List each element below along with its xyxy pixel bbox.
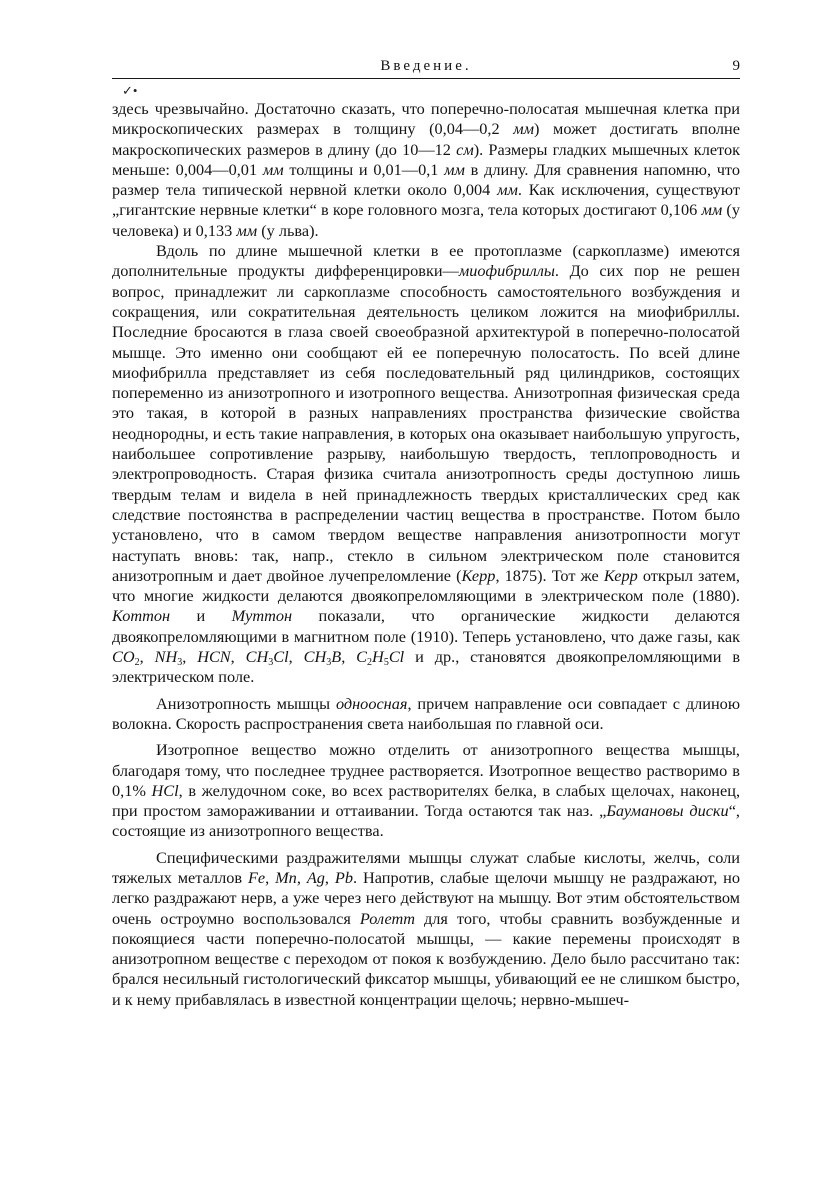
pencil-marks: ✓• [122, 83, 138, 98]
text-run: Специфическими раздражителями мышцы служат слабые кислоты, желчь, соли тяжелых металлов [112, 847, 740, 887]
subscript: 2 [367, 657, 373, 669]
italic-term: HCl [151, 780, 179, 800]
italic-term: Керр [461, 565, 496, 585]
italic-term: мм [497, 180, 518, 200]
book-page [112, 56, 740, 1010]
italic-term: C [356, 647, 368, 667]
italic-term: мм [262, 159, 284, 179]
text-run: (у человека) и 0,133 [112, 200, 740, 240]
running-header [112, 56, 740, 78]
italic-term: H [372, 647, 384, 667]
italic-term: CH [303, 647, 327, 667]
text-run: , [139, 647, 155, 667]
subscript: 5 [383, 657, 389, 669]
header-rule [112, 78, 740, 79]
italic-term: мм [236, 220, 258, 240]
text-run: , 1875). Тот же [495, 565, 604, 585]
italic-term: Fe [247, 867, 266, 887]
text-run: показали, что органические жидкости делаются двоякопреломляющими в магнитном поле (1910). Теперь установлено, что даже газы, как [112, 606, 741, 646]
text-run: . До сих пор не решен вопрос, принадлежит ли саркоплазме способность самостоятельного возбуждения и сокращения, или сократительная деятельность целиком ложится на миофибриллы. Последние бросаются в глаза своей своеобразной архитектурой в поперечно-полосатой мышце. Это именно они сообщают ей ее поперечную полосатость. По всей длине миофибрилла представляет из себя последовательный ряд цилиндриков, состоящих попеременно из анизотропного и изотропного вещества. Анизотропная физическая среда это такая, в которой в разных направлениях пространства физические свойства неоднородны, и есть такие направления, в которых она оказывает наибольшую упругость, наибольшее сопротивление разрыву, наибольшую твердость, теплопроводность и электропроводность. Старая физика считала анизотропность среды доступною лишь твердым телам и видела в ней принадлежность твердых кристаллических сред как следствие постоянства в распределении частиц вещества в пространстве. Потом было установлено, что в самом твердом веществе направления анизотропности могут наступать вновь: так, напр., стекло в сильном электрическом поле становится анизотропным и дает двойное лучепреломление ( [112, 261, 740, 585]
italic-term: мм [701, 200, 723, 220]
body-text [112, 99, 740, 1010]
italic-term: B [331, 647, 342, 667]
text-run: Вдоль по длине мышечной клетки в ее протоплазме (саркоплазме) имеются дополнительные продукты дифференцировки— [112, 241, 740, 281]
italic-term: Pb [334, 867, 353, 887]
page-number: 9 [732, 58, 740, 74]
italic-term: CO [112, 647, 135, 667]
text-run: , [182, 647, 198, 667]
paragraph [112, 740, 740, 841]
subscript: 2 [134, 657, 140, 669]
text-run: , в желудочном соке, во всех растворителях белка, в слабых щелочах, наконец, при простом замораживании и оттаивании. Тогда остаются так наз. „ [112, 780, 741, 821]
italic-term: Муттон [231, 606, 293, 626]
text-run: . Напротив, слабые щелочи мышцу не раздражают, но легко раздражают нерв, а уже через него действуют на мышцу. Вот этим обстоятельством очень остроумно воспользовался [112, 867, 741, 928]
text-run: , [341, 647, 357, 667]
text-run: толщины и 0,01—0,1 [283, 159, 445, 179]
italic-term: Ag [306, 867, 325, 887]
text-run: . Как исключения, существуют „гигантские нервные клетки“ в коре головного мозга, тела которых достигают 0,106 [112, 180, 740, 220]
text-run: для того, чтобы сравнить возбужденные и покоящиеся части поперечно-полосатой мышцы, — какие перемены происходят в анизотропном веществе с переходом от покоя к возбуждению. Дело было рассчитано так: брался несильный гистологический фиксатор мышцы, убивающий ее не слишком быстро, и к нему прибавлялась в известной концентрации щелочь; нервно-мышеч- [112, 908, 741, 1009]
italic-term: мм [513, 119, 535, 139]
text-run: Анизотропность мышцы [156, 693, 336, 713]
text-run: и др., становятся двоякопреломляющими в электрическом поле. [112, 647, 741, 687]
subscript: 3 [177, 657, 183, 669]
italic-term: Cl [273, 647, 289, 667]
text-run: здесь чрезвычайно. Достаточно сказать, что поперечно-полосатая мышечная клетка при микроскопических размерах в толщину (0,04—0,2 [112, 99, 740, 139]
text-run: , [288, 647, 304, 667]
italic-term: см [456, 139, 474, 159]
italic-term: NH [154, 647, 178, 667]
italic-term: Керр [603, 565, 638, 585]
italic-term: Коттон [112, 606, 171, 626]
text-run: ). Размеры гладких мышечных клеток меньше: 0,004—0,01 [112, 139, 741, 179]
paragraph [112, 694, 740, 735]
italic-term: мм [444, 159, 465, 179]
text-run: , [265, 867, 276, 887]
text-run: ) может достигать вполне макроскопических размеров в длину (до 10—12 [112, 119, 740, 159]
paragraph [112, 99, 740, 241]
italic-term: миофибриллы [458, 261, 555, 281]
text-run: в длину. Для сравнения напомню, что размер тела типической нервной клетки около 0,004 [112, 159, 740, 200]
paragraph [112, 241, 740, 688]
text-run: Изотропное вещество можно отделить от анизотропного вещества мышцы, благодаря тому, что последнее труднее растворяется. Изотропное вещество растворимо в 0,1% [112, 740, 740, 800]
text-run: (у льва). [257, 220, 319, 240]
running-title: Введение. [380, 58, 472, 74]
italic-term: одноосная [335, 693, 408, 713]
subscript: 3 [326, 657, 332, 669]
paragraph [112, 848, 740, 1010]
italic-term: HCN [197, 647, 231, 667]
subscript: 3 [268, 657, 274, 669]
text-run: , причем направление оси совпадает с длиною волокна. Скорость распространения света наибольшая по главной оси. [112, 693, 740, 733]
italic-term: Cl [388, 647, 405, 667]
text-run: и [170, 606, 232, 626]
italic-term: Баумановы диски [606, 801, 729, 821]
text-run: , [230, 647, 246, 667]
text-run: , [324, 867, 335, 887]
text-run: , [296, 867, 307, 887]
text-run: “, состоящие из анизотропного вещества. [112, 801, 740, 841]
italic-term: Ролетт [359, 908, 415, 928]
italic-term: CH [245, 647, 269, 667]
text-run: открыл затем, что многие жидкости делаются двоякопреломляющими в электрическом поле (1880). [112, 565, 741, 606]
italic-term: Mn [275, 867, 297, 887]
